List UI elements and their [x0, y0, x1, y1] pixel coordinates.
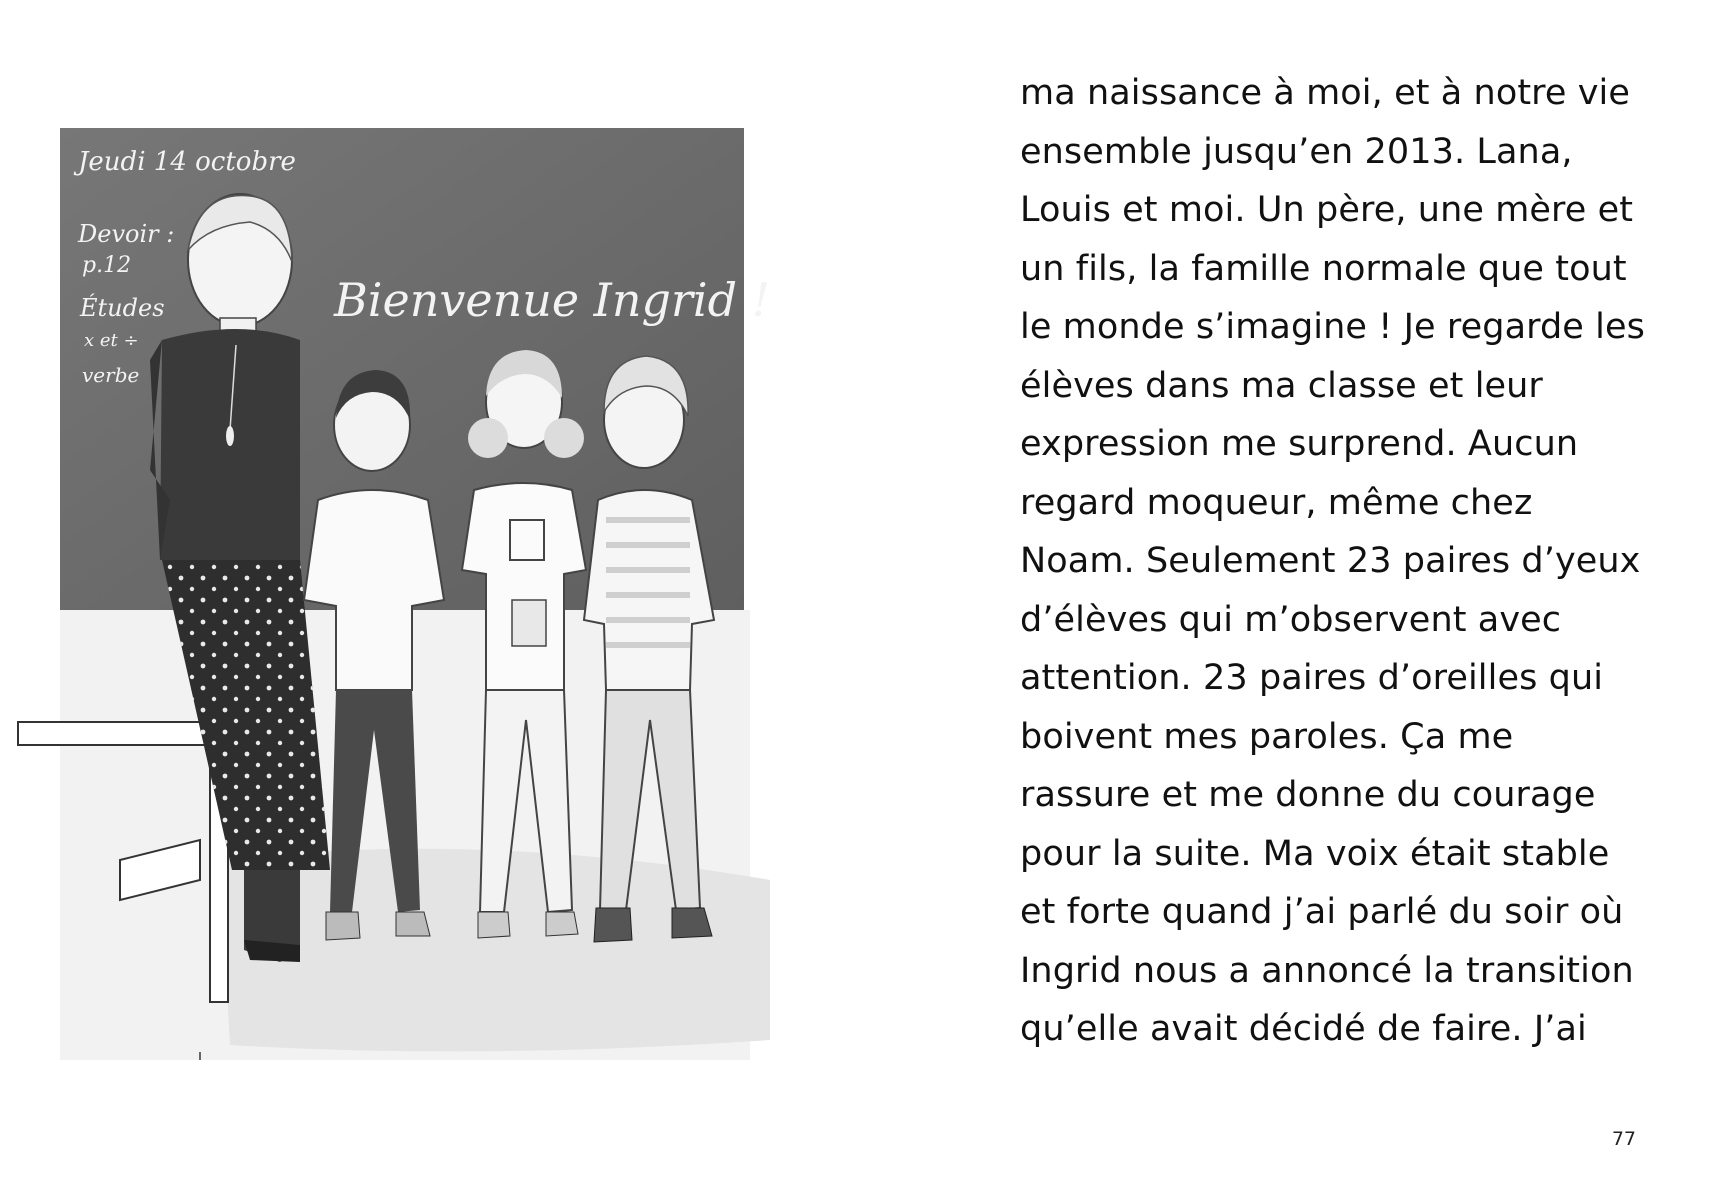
text-line: et forte quand j’ai parlé du soir où	[1020, 892, 1624, 932]
board-devoir: Devoir :	[78, 220, 175, 248]
board-date: Jeudi 14 octobre	[78, 147, 296, 177]
board-etudes: Études	[80, 294, 165, 322]
text-line: Noam. Seulement 23 paires d’yeux	[1020, 541, 1641, 581]
text-line: ma naissance à moi, et à notre vie	[1020, 73, 1631, 113]
board-math: x et ÷	[84, 330, 139, 351]
text-line: Louis et moi. Un père, une mère et	[1020, 190, 1634, 230]
text-line: rassure et me donne du courage	[1020, 775, 1596, 815]
text-line: pour la suite. Ma voix était stable	[1020, 833, 1610, 874]
text-line: attention. 23 paires d’oreilles qui	[1020, 658, 1604, 698]
text-line: ensemble jusqu’en 2013. Lana,	[1020, 131, 1573, 172]
body-text	[1020, 64, 1660, 1059]
text-line: regard moqueur, même chez	[1020, 482, 1533, 523]
text-line: expression me surprend. Aucun	[1020, 424, 1579, 464]
page-number: 77	[1611, 1128, 1636, 1150]
text-line: Ingrid nous a annoncé la transition	[1020, 950, 1634, 991]
board-devoir-detail: p.12	[82, 253, 132, 278]
text-line: boivent mes paroles. Ça me	[1020, 716, 1514, 757]
text-line: un fils, la famille normale que tout	[1020, 248, 1627, 289]
board-welcome: Bienvenue Ingrid !	[334, 273, 771, 327]
text-line: le monde s’imagine ! Je regarde les	[1020, 307, 1645, 347]
text-line: qu’elle avait décidé de faire. J’ai	[1020, 1009, 1587, 1049]
text-line: d’élèves qui m’observent avec	[1020, 599, 1562, 640]
board-verbes: verbe	[82, 363, 140, 387]
text-line: élèves dans ma classe et leur	[1020, 365, 1543, 406]
